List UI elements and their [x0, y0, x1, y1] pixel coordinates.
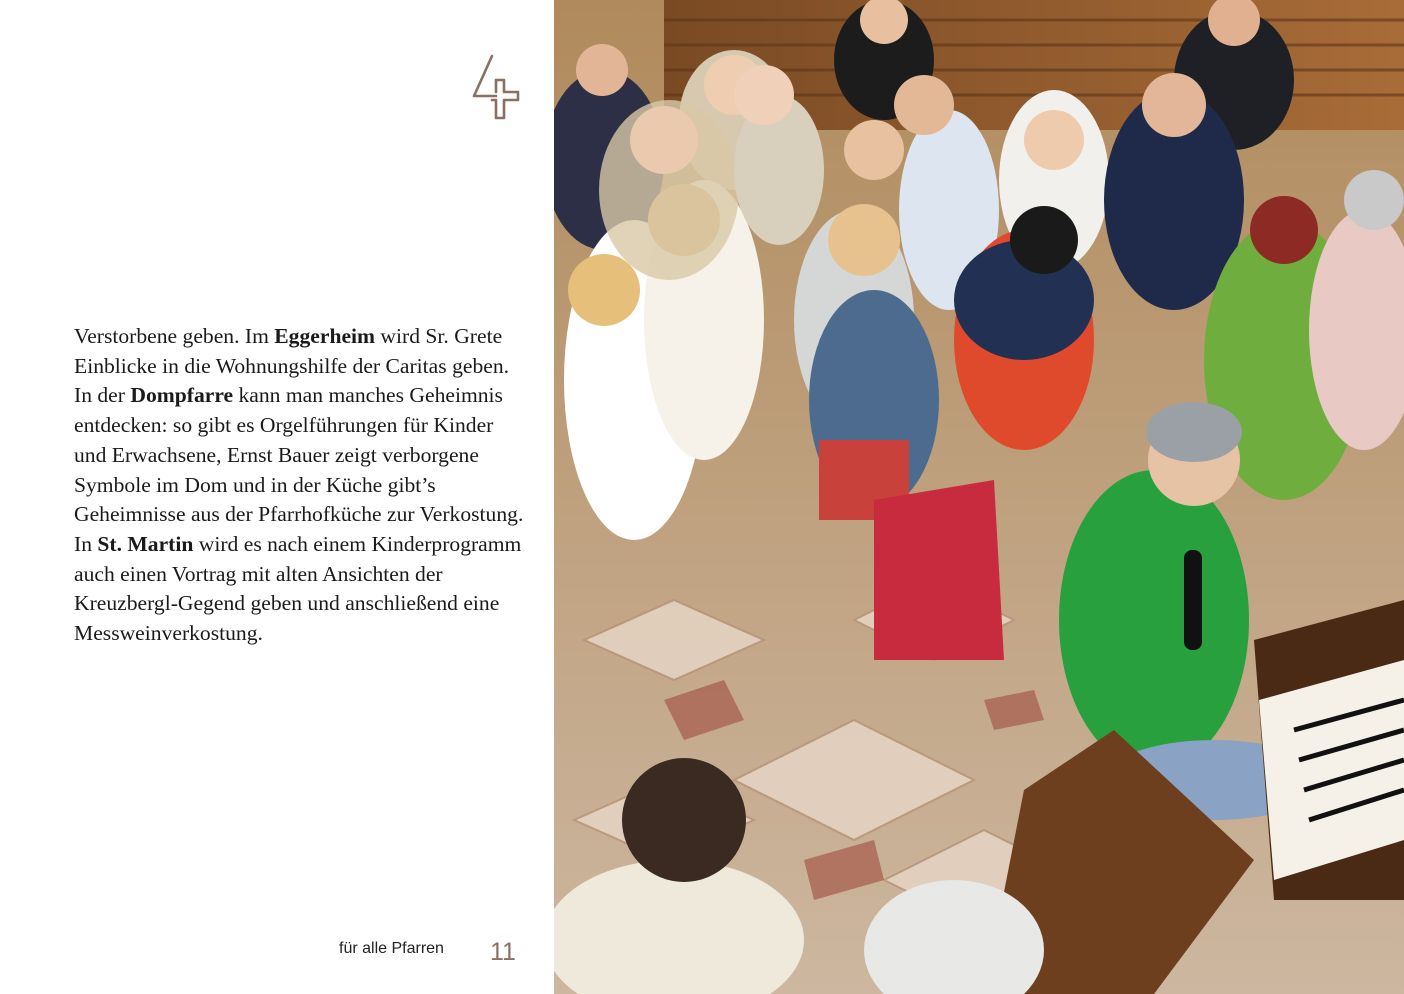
place-name-dompfarre: Dompfarre	[130, 383, 234, 408]
body-text	[74, 322, 524, 649]
paragraph	[74, 322, 524, 381]
text-segment: wird es nach einem Kinderprogramm auch einen Vortrag mit alten Ansichten der Kreuzbergl-Gegend geben und anschließend eine Messweinverkostung.	[74, 531, 522, 646]
number-four-cross-logo-icon	[470, 52, 526, 124]
paragraph	[74, 381, 524, 530]
organ-tour-crowd-photo	[554, 0, 1404, 994]
footer-label: für alle Pfarren	[339, 940, 444, 957]
page-number: 11	[490, 938, 516, 966]
text-segment: kann man manches Geheimnis entdecken: so gibt es Orgelführungen für Kinder und Erwachsene, Ernst Bauer zeigt verborgene Symbole im Dom und in der Küche gibt’s Geheimnisse aus der Pfarrhofküche zur Verkostung.	[74, 383, 524, 527]
place-name-eggerheim: Eggerheim	[274, 324, 376, 348]
paragraph	[74, 530, 524, 649]
place-name-st-martin: St. Martin	[97, 531, 194, 556]
text-segment: Verstorbene geben. Im	[74, 324, 275, 348]
text-segment: In	[74, 531, 98, 556]
text-segment: wird Sr. Grete Einblicke in die Wohnungshilfe der Caritas geben.	[74, 324, 510, 378]
text-segment: In der	[74, 383, 131, 408]
left-page	[0, 0, 554, 994]
